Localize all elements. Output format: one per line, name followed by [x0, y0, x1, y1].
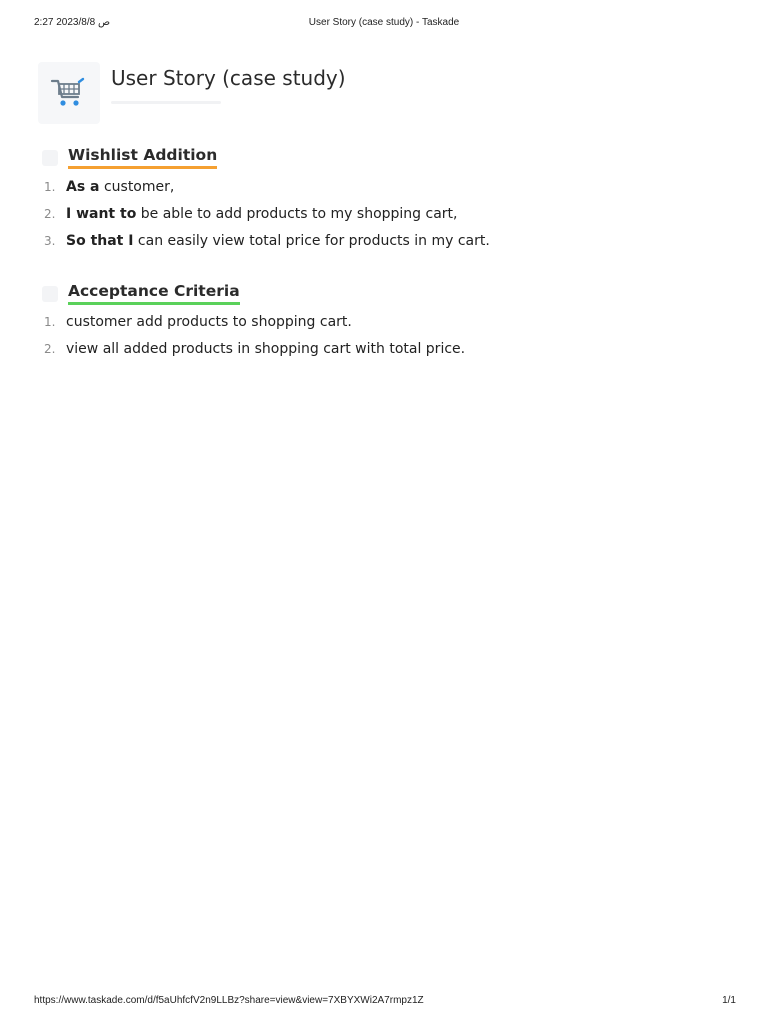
list-item-keyword: So that I	[66, 233, 134, 249]
list-item-number: 2.	[44, 207, 56, 221]
section-handle[interactable]	[42, 150, 58, 166]
shopping-cart-icon	[38, 62, 100, 124]
print-url: https://www.taskade.com/d/f5aUhfcfV2n9LLBz?share=view&view=7XBYXWi2A7rmpz1Z	[34, 995, 424, 1006]
list-item-text: customer add products to shopping cart.	[66, 314, 352, 330]
section-handle[interactable]	[42, 286, 58, 302]
section-heading-wishlist-addition: Wishlist Addition	[68, 146, 217, 169]
list-item	[0, 314, 720, 334]
list-item-keyword: I want to	[66, 206, 137, 222]
list-item-text: view all added products in shopping cart with total price.	[66, 341, 466, 357]
print-footer	[0, 995, 768, 1009]
list-item	[0, 179, 720, 199]
page-number: 1/1	[722, 995, 736, 1006]
document-title: User Story (case study)	[111, 66, 346, 90]
list-item-text: customer,	[99, 179, 175, 195]
print-datetime: 2:27 2023/8/8 ص	[34, 17, 111, 28]
print-page-title: User Story (case study) - Taskade	[308, 17, 460, 28]
list-item-number: 1.	[44, 315, 56, 329]
list-item	[0, 233, 720, 253]
list-item-text: be able to add products to my shopping cart,	[136, 206, 458, 222]
section-heading-acceptance-criteria: Acceptance Criteria	[68, 282, 240, 305]
list-item-number: 2.	[44, 342, 56, 356]
print-header	[0, 17, 768, 31]
list-item-text: can easily view total price for products in my cart.	[133, 233, 490, 249]
list-item-number: 3.	[44, 234, 56, 248]
list-item	[0, 341, 720, 361]
title-divider	[111, 101, 221, 104]
list-item-number: 1.	[44, 180, 56, 194]
list-item-keyword: As a	[66, 179, 100, 195]
list-item	[0, 206, 720, 226]
